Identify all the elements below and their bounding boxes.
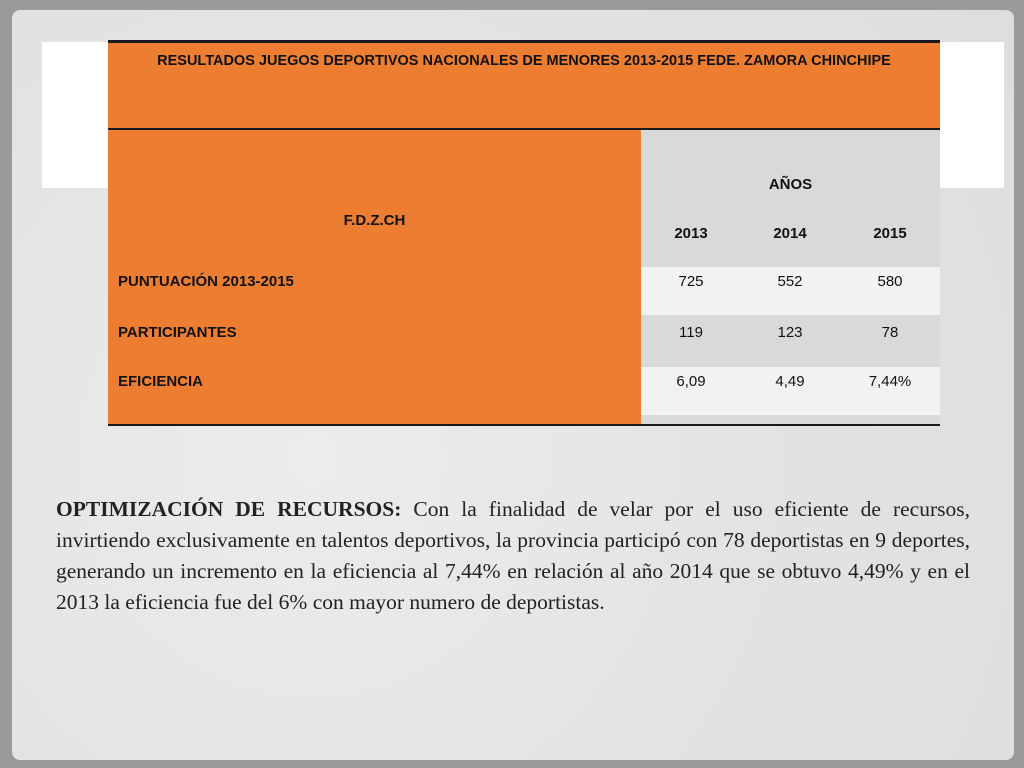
table-title: RESULTADOS JUEGOS DEPORTIVOS NACIONALES DE MENORES 2013-2015 FEDE. ZAMORA CHINCHIPE [157,53,891,69]
paragraph-lead: OPTIMIZACIÓN DE RECURSOS: [56,497,402,521]
cell-eficiencia-2013: 6,09 [676,373,706,390]
org-label: F.D.Z.CH [343,212,406,229]
results-table [108,40,940,426]
year-2014: 2014 [773,225,807,242]
year-2013: 2013 [674,225,708,242]
table-values-column [641,130,940,426]
row-label-participantes: PARTICIPANTES [118,324,237,341]
body-paragraph [56,494,970,618]
cell-participantes-2013: 119 [679,324,703,341]
cell-participantes-2014: 123 [777,324,803,341]
paragraph-body: Con la finalidad de velar por el uso eficiente de recursos, invirtiendo exclusivamente en talentos deportivos, la provincia participó con 78 deportistas en 9 deportes, generando un incremento en la eficiencia al 7,44% en relación al año 2014 que se obtuvo 4,49% y en el 2013 la eficiencia fue del 6% con mayor numero de deportistas. [56,497,970,614]
cell-eficiencia-2015: 7,44% [868,373,912,390]
year-2015: 2015 [873,225,907,242]
table-label-column [108,130,641,426]
cell-puntuacion-2015: 580 [877,273,903,290]
cell-eficiencia-2014: 4,49 [775,373,805,390]
table-title-row [108,40,940,130]
row-label-eficiencia: EFICIENCIA [118,373,204,390]
cell-puntuacion-2014: 552 [777,273,803,290]
years-header: AÑOS [768,176,813,193]
cell-participantes-2015: 78 [881,324,899,341]
row-label-puntuacion: PUNTUACIÓN 2013-2015 [118,273,294,290]
cell-puntuacion-2013: 725 [678,273,704,290]
